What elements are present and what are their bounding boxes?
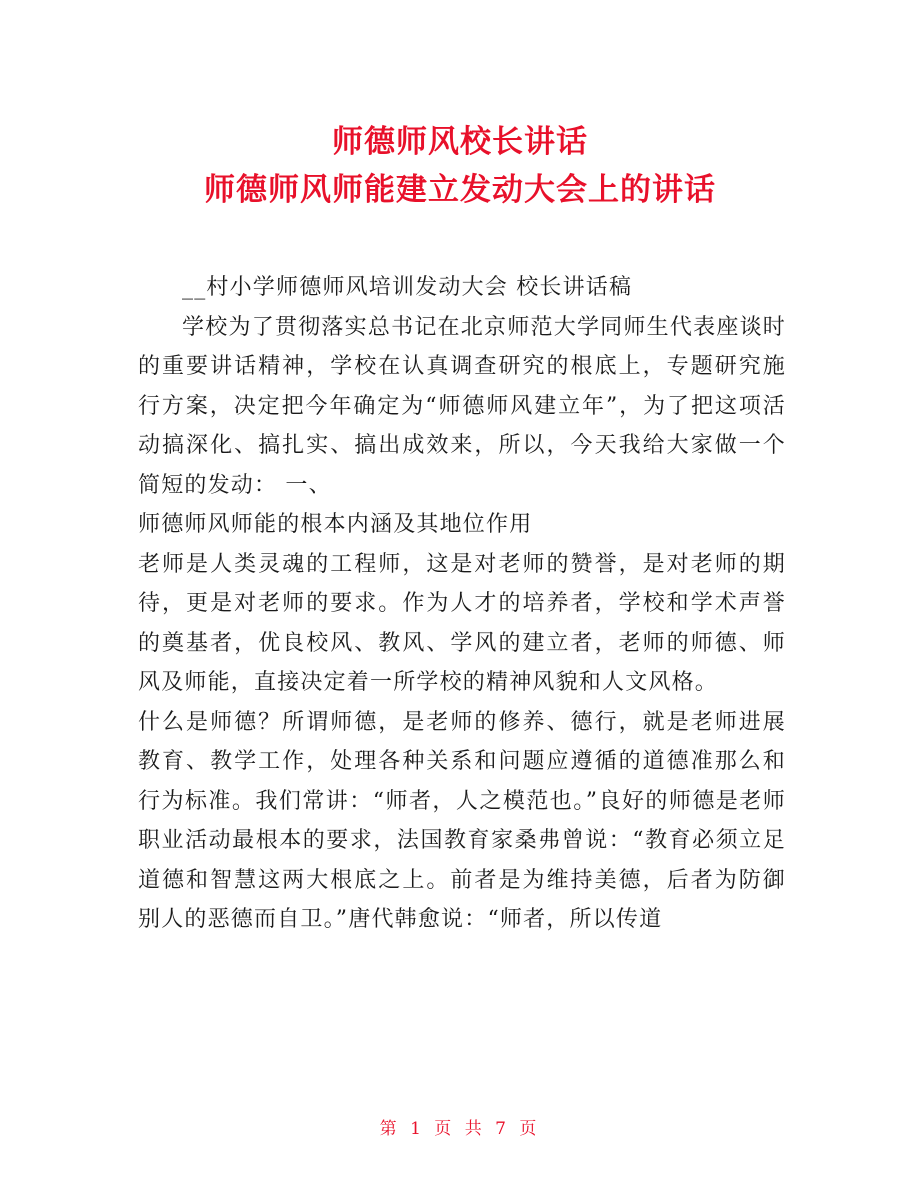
title-line-2: 师德师风师能建立发动大会上的讲话: [204, 172, 716, 208]
subtitle: __村小学师德师风培训发动大会 校长讲话稿: [182, 275, 633, 300]
document-title: [0, 118, 920, 214]
paragraph-teacher-role: 老师是人类灵魂的工程师，这是对老师的赞誉，是对老师的期待，更是对老师的要求。作为人才的培养者，学校和学术声誉的奠基者，优良校风、教风、学风的建立者，老师的师德、师风及师能，直接决定着一所学校的精神风貌和人文风格。: [138, 551, 786, 695]
paragraph-teacher-ethics: 什么是师德？所谓师德，是老师的修养、德行，就是老师进展教育、教学工作，处理各种关系和问题应遵循的道德准那么和行为标准。我们常讲：“师者，人之模范也。”良好的师德是老师职业活动最根本的要求，法国教育家桑弗曾说：“教育必须立足道德和智慧这两大根底之上。前者是为维持美德，后者为防御别人的恶德而自卫。”唐代韩愈说：“师者，所以传道: [138, 709, 786, 932]
paragraph-intro: 学校为了贯彻落实总书记在北京师范大学同师生代表座谈时的重要讲话精神，学校在认真调查研究的根底上，专题研究施行方案，决定把今年确定为“师德师风建立年”，为了把这项活动搞深化、搞扎实、搞出成效来，所以，今天我给大家做一个简短的发动： 一、: [138, 314, 786, 498]
title-line-1: 师德师风校长讲话: [332, 124, 588, 160]
section-heading: 师德师风师能的根本内涵及其地位作用: [138, 512, 533, 537]
document-body: [138, 268, 786, 940]
page-number-footer: 第 1 页 共 7 页: [379, 1119, 541, 1139]
